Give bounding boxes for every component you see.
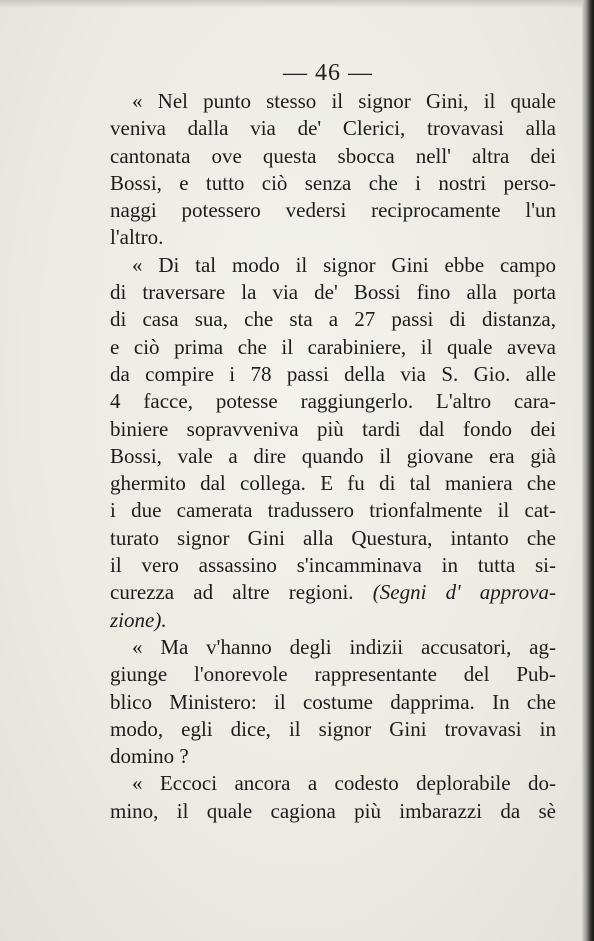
text-line xyxy=(110,716,556,743)
text-line-content: biniere sopravveniva più tardi dal fondo dei xyxy=(110,416,556,441)
text-line xyxy=(110,279,556,306)
text-line-content: 4 facce, potesse raggiungerlo. L'altro cara- xyxy=(110,389,556,414)
text-line xyxy=(110,170,556,197)
italic-annotation: (Segni d' approva- xyxy=(372,580,556,605)
text-line-content: ghermito dal collega. E fu di tal maniera che xyxy=(110,471,556,496)
text-line xyxy=(110,798,556,825)
text-line-content: naggi potessero vedersi reciprocamente l'un xyxy=(110,198,556,223)
text-line-content: « Di tal modo il signor Gini ebbe campo xyxy=(132,252,556,277)
text-line xyxy=(110,88,556,115)
page-top-edge xyxy=(0,0,594,8)
text-line xyxy=(110,416,556,443)
text-line xyxy=(110,661,556,688)
text-line xyxy=(110,607,556,634)
text-line-content: « Eccoci ancora a codesto deplorabile do- xyxy=(132,771,556,796)
text-line-content: « Nel punto stesso il signor Gini, il quale xyxy=(132,89,556,113)
text-line-content: il vero assassino s'incamminava in tutta si- xyxy=(110,553,556,578)
text-line-content: di casa sua, che sta a 27 passi di distanza, xyxy=(110,307,556,332)
text-line-content: cantonata ove questa sbocca nell' altra dei xyxy=(110,143,556,168)
text-line xyxy=(110,470,556,497)
text-line xyxy=(110,361,556,388)
text-line-content: e ciò prima che il carabiniere, il quale aveva xyxy=(110,334,556,359)
text-line xyxy=(110,525,556,552)
text-line xyxy=(110,497,556,524)
text-line-content: veniva dalla via de' Clerici, trovavasi alla xyxy=(110,116,556,141)
body-text xyxy=(110,88,556,825)
text-line-content: Bossi, e tutto ciò senza che i nostri perso- xyxy=(110,170,556,195)
text-line xyxy=(110,224,556,251)
text-line xyxy=(110,579,556,606)
text-line xyxy=(110,115,556,142)
text-line xyxy=(110,689,556,716)
text-line-content: di traversare la via de' Bossi fino alla porta xyxy=(110,280,556,305)
text-line-content: mino, il quale cagiona più imbarazzi da sè xyxy=(110,798,556,823)
text-line xyxy=(110,252,556,279)
text-line-content: turato signor Gini alla Questura, intanto che xyxy=(110,525,556,550)
text-line xyxy=(110,552,556,579)
text-line xyxy=(110,770,556,797)
text-line-content: l'altro. xyxy=(110,225,164,250)
text-line xyxy=(110,443,556,470)
text-line xyxy=(110,388,556,415)
text-line-content: « Ma v'hanno degli indizii accusatori, ag- xyxy=(132,634,556,659)
text-line xyxy=(110,743,556,770)
text-line xyxy=(110,334,556,361)
text-line-content: giunge l'onorevole rappresentante del Pub- xyxy=(110,662,556,687)
text-line-content: blico Ministero: il costume dapprima. In che xyxy=(110,689,556,714)
page-number: — 46 — xyxy=(283,60,373,86)
text-line-content: domino ? xyxy=(110,744,189,769)
page-binding-edge xyxy=(582,0,594,941)
text-line xyxy=(110,634,556,661)
text-line-content: curezza ad altre regioni. xyxy=(110,580,354,605)
italic-annotation: zione). xyxy=(110,607,167,632)
text-line xyxy=(110,306,556,333)
text-line-content: da compire i 78 passi della via S. Gio. alle xyxy=(110,361,556,386)
text-line xyxy=(110,197,556,224)
text-line-content: modo, egli dice, il signor Gini trovavasi in xyxy=(110,716,556,741)
text-line xyxy=(110,143,556,170)
text-line-content: i due camerata tradussero trionfalmente il cat- xyxy=(110,498,556,523)
text-line-content: Bossi, vale a dire quando il giovane era già xyxy=(110,443,556,468)
